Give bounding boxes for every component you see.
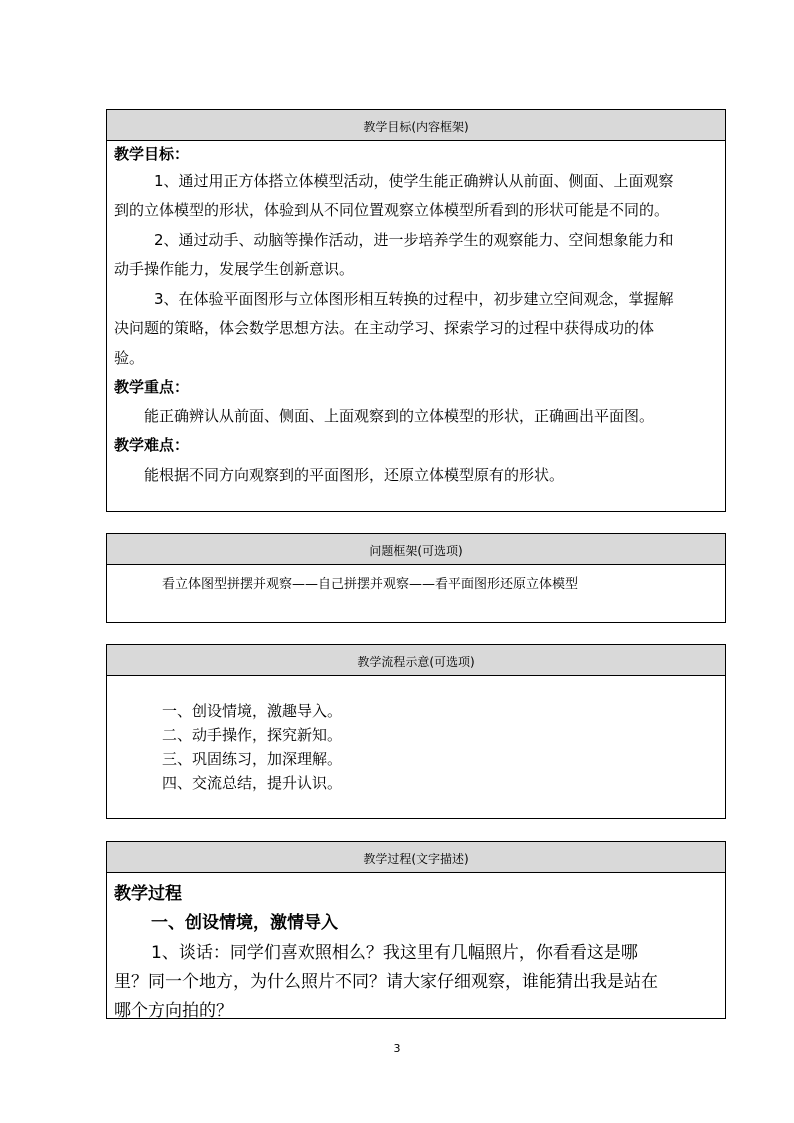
teaching-process-box [106, 841, 726, 1019]
key-points-text: 能正确辨认从前面、侧面、上面观察到的立体模型的形状，正确画出平面图。 [144, 407, 655, 425]
goal-3-line-1: 3、在体验平面图形与立体图形相互转换的过程中，初步建立空间观念，掌握解 [154, 290, 674, 308]
process-title: 教学过程 [114, 884, 182, 904]
goal-2-line-2: 动手操作能力，发展学生创新意识。 [114, 260, 355, 278]
process-paragraph-line-2: 里？同一个地方，为什么照片不同？请大家仔细观察，谁能猜出我是站在 [114, 972, 658, 992]
problem-framework-box [106, 533, 726, 623]
flow-step-1: 一、创设情境，激趣导入。 [162, 702, 343, 720]
goal-3-line-3: 验。 [114, 349, 145, 367]
problem-framework-text: 看立体图型拼摆并观察——自己拼摆并观察——看平面图形还原立体模型 [162, 577, 579, 592]
process-paragraph-line-1: 1、谈话：同学们喜欢照相么？我这里有几幅照片，你看看这是哪 [151, 943, 638, 963]
process-section-1: 一、创设情境，激情导入 [151, 913, 338, 933]
problem-framework-header: 问题框架(可选项) [107, 534, 725, 565]
teaching-flow-header: 教学流程示意(可选项) [107, 645, 725, 676]
teaching-goals-header: 教学目标(内容框架) [107, 110, 725, 141]
key-points-title: 教学重点： [114, 378, 190, 396]
goal-2-line-1: 2、通过动手、动脑等操作活动，进一步培养学生的观察能力、空间想象能力和 [154, 231, 674, 249]
difficulty-text: 能根据不同方向观察到的平面图形，还原立体模型原有的形状。 [144, 466, 565, 484]
process-paragraph-line-3: 哪个方向拍的？ [114, 1001, 233, 1021]
teaching-goals-box [106, 109, 726, 512]
teaching-flow-box [106, 644, 726, 819]
goal-1-line-2: 到的立体模型的形状，体验到从不同位置观察立体模型所看到的形状可能是不同的。 [114, 201, 670, 219]
flow-step-3: 三、巩固练习，加深理解。 [162, 750, 343, 768]
flow-step-2: 二、动手操作，探究新知。 [162, 726, 343, 744]
difficulty-title: 教学难点： [114, 436, 190, 454]
teaching-process-header: 教学过程(文字描述) [107, 842, 725, 873]
flow-step-4: 四、交流总结，提升认识。 [162, 774, 343, 792]
goal-1-line-1: 1、通过用正方体搭立体模型活动，使学生能正确辨认从前面、侧面、上面观察 [154, 172, 674, 190]
page-number: 3 [393, 1042, 401, 1055]
goals-title: 教学目标： [114, 145, 190, 163]
goal-3-line-2: 决问题的策略，体会数学思想方法。在主动学习、探索学习的过程中获得成功的体 [114, 319, 655, 337]
